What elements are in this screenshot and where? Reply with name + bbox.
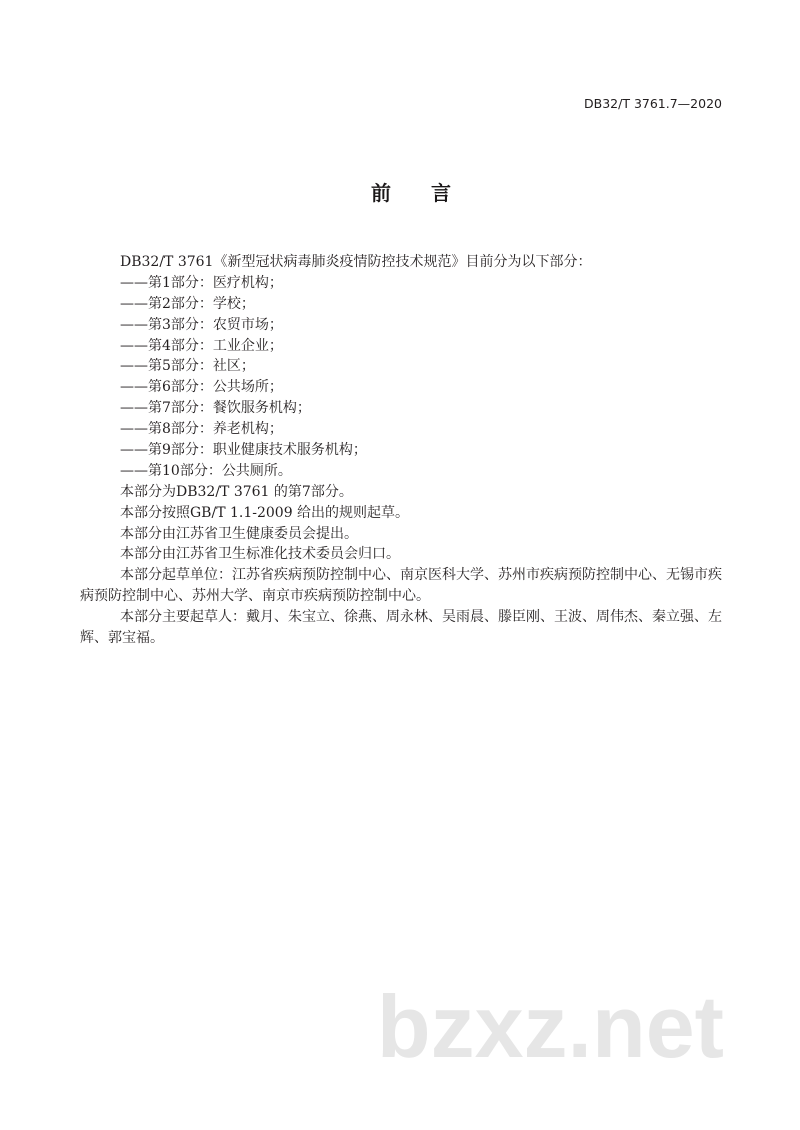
watermark: bzxz.net — [376, 977, 724, 1076]
part-list-item: ——第6部分：公共场所； — [120, 379, 283, 396]
part-list-item: ——第9部分：职业健康技术服务机构； — [120, 442, 367, 459]
drafters-paragraph: 本部分主要起草人：戴月、朱宝立、徐燕、周永林、吴雨晨、滕臣刚、王波、周伟杰、秦立强、左 — [120, 609, 722, 626]
part-number-statement: 本部分为DB32/T 3761 的第7部分。 — [120, 483, 353, 500]
part-list-item: ——第1部分：医疗机构； — [120, 274, 283, 291]
part-list-item: ——第7部分：餐饮服务机构； — [120, 400, 311, 417]
drafters-paragraph-continuation: 辉、郭宝福。 — [80, 630, 164, 647]
page-title: 前 言 — [371, 181, 451, 205]
drafting-units-paragraph-continuation: 病预防控制中心、苏州大学、南京市疾病预防控制中心。 — [80, 588, 430, 605]
centralized-management-statement: 本部分由江苏省卫生标准化技术委员会归口。 — [120, 546, 400, 563]
document-code-header: DB32/T 3761.7—2020 — [584, 96, 722, 111]
foreword-body — [80, 252, 720, 649]
part-list-item: ——第4部分：工业企业； — [120, 337, 283, 354]
part-list-item: ——第8部分：养老机构； — [120, 421, 283, 438]
proposer-statement: 本部分由江苏省卫生健康委员会提出。 — [120, 525, 358, 542]
drafting-rules-statement: 本部分按照GB/T 1.1-2009 给出的规则起草。 — [120, 504, 410, 521]
part-list-item: ——第10部分：公共厕所。 — [120, 462, 292, 479]
drafting-units-paragraph: 本部分起草单位：江苏省疾病预防控制中心、南京医科大学、苏州市疾病预防控制中心、无锡市疾 — [120, 567, 722, 584]
part-list-item: ——第5部分：社区； — [120, 358, 255, 375]
part-list-item: ——第3部分：农贸市场； — [120, 316, 283, 333]
part-list-item: ——第2部分：学校； — [120, 295, 255, 312]
intro-paragraph: DB32/T 3761《新型冠状病毒肺炎疫情防控技术规范》目前分为以下部分： — [120, 254, 592, 270]
